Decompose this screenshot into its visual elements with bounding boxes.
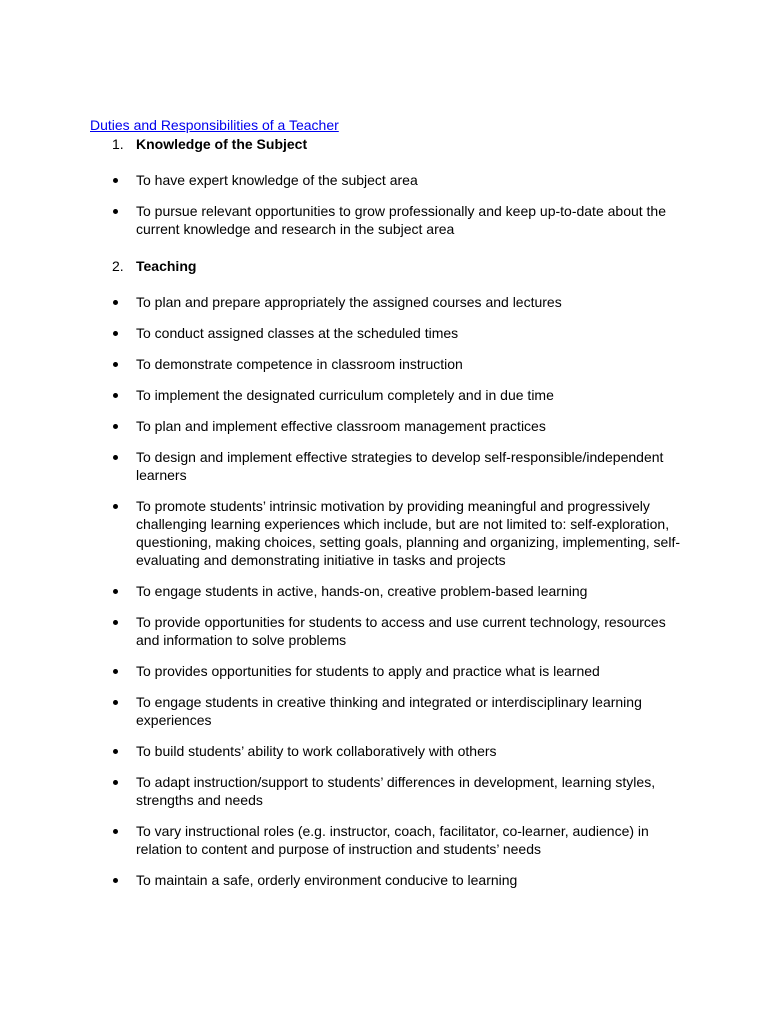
list-item <box>90 355 686 373</box>
bullet-icon <box>113 700 118 705</box>
bullet-icon <box>113 209 118 214</box>
list-item <box>90 293 686 311</box>
bullet-icon <box>113 878 118 883</box>
bullet-icon <box>113 829 118 834</box>
list-item-text: To engage students in active, hands-on, creative problem-based learning <box>136 583 588 599</box>
section-heading-text: Knowledge of the Subject <box>136 136 308 152</box>
bullet-list-teaching <box>90 293 690 889</box>
bullet-icon <box>113 589 118 594</box>
list-item <box>90 202 686 238</box>
bullet-icon <box>113 393 118 398</box>
list-item-text: To pursue relevant opportunities to grow professionally and keep up-to-date about the current knowledge and research in the subject area <box>136 203 667 237</box>
bullet-icon <box>113 455 118 460</box>
list-item <box>90 448 686 484</box>
list-item <box>90 871 686 889</box>
list-item <box>90 324 686 342</box>
list-item-text: To promote students’ intrinsic motivation by providing meaningful and progressively challenging learning experiences which include, but are not limited to: self-exploration, questioning, making choices, setting goals, planning and organizing, implementing, self-evaluating and demonstrating initiative in tasks and projects <box>136 498 680 568</box>
list-item-text: To have expert knowledge of the subject area <box>136 172 418 188</box>
list-item-text: To build students’ ability to work collaboratively with others <box>136 743 497 759</box>
list-item-text: To provide opportunities for students to access and use current technology, resources and information to solve problems <box>136 614 666 648</box>
list-item <box>90 742 686 760</box>
list-item <box>90 171 686 189</box>
bullet-list-knowledge <box>90 171 690 238</box>
bullet-icon <box>113 362 118 367</box>
document-title-link[interactable]: Duties and Responsibilities of a Teacher <box>90 117 339 133</box>
section-heading-knowledge <box>90 135 690 153</box>
list-item-text: To demonstrate competence in classroom instruction <box>136 356 463 372</box>
list-item-text: To adapt instruction/support to students’ differences in development, learning styles, strengths and needs <box>136 774 656 808</box>
section-heading-teaching <box>90 257 690 275</box>
bullet-icon <box>113 780 118 785</box>
list-item <box>90 662 686 680</box>
list-item <box>90 582 686 600</box>
list-item <box>90 693 686 729</box>
section-heading-text: Teaching <box>136 258 197 274</box>
list-item-text: To conduct assigned classes at the scheduled times <box>136 325 459 341</box>
list-item <box>90 386 686 404</box>
list-item-text: To engage students in creative thinking and integrated or interdisciplinary learning experiences <box>136 694 642 728</box>
list-item <box>90 613 686 649</box>
list-item <box>90 822 686 858</box>
list-item-text: To implement the designated curriculum completely and in due time <box>136 387 554 403</box>
bullet-icon <box>113 424 118 429</box>
bullet-icon <box>113 331 118 336</box>
list-item-text: To provides opportunities for students to apply and practice what is learned <box>136 663 600 679</box>
list-item-text: To plan and prepare appropriately the assigned courses and lectures <box>136 294 562 310</box>
bullet-icon <box>113 749 118 754</box>
list-item-text: To maintain a safe, orderly environment conducive to learning <box>136 872 518 888</box>
section-number: 1. <box>112 136 124 152</box>
bullet-icon <box>113 178 118 183</box>
list-item <box>90 417 686 435</box>
list-item-text: To design and implement effective strategies to develop self-responsible/independent learners <box>136 449 664 483</box>
list-item-text: To plan and implement effective classroom management practices <box>136 418 546 434</box>
bullet-icon <box>113 300 118 305</box>
bullet-icon <box>113 504 118 509</box>
bullet-icon <box>113 620 118 625</box>
bullet-icon <box>113 669 118 674</box>
list-item <box>90 773 686 809</box>
section-number: 2. <box>112 258 124 274</box>
document-body <box>90 116 690 889</box>
list-item-text: To vary instructional roles (e.g. instructor, coach, facilitator, co-learner, audience) in relation to content and purpose of instruction and students’ needs <box>136 823 649 857</box>
list-item <box>90 497 686 569</box>
